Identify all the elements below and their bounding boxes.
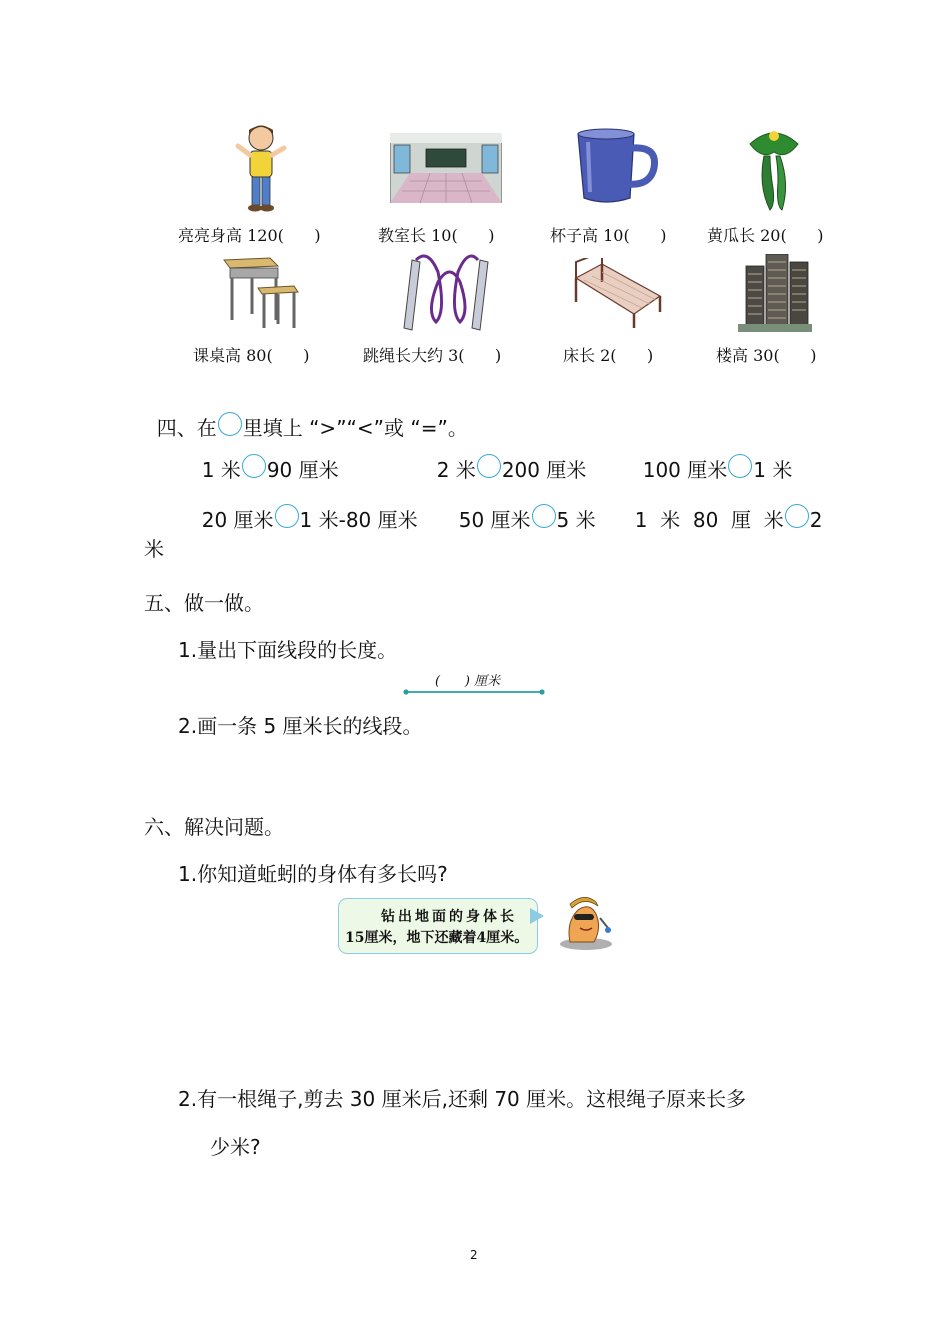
caption-cup-height: 杯子高 10( ) [550,226,667,245]
compare-circle-5[interactable] [532,504,556,528]
section6-q1: 1.你知道蚯蚓的身体有多长吗? [178,862,448,886]
jump-rope-icon [398,252,494,334]
compare-circle-2[interactable] [477,454,501,478]
caption-classroom-length: 教室长 10( ) [378,226,495,245]
desk-icon [222,254,300,332]
section6-title: 六、解决问题。 [144,815,284,839]
bubble-line-2: 15厘米，地下还藏着4厘米。 [345,930,529,946]
cup-icon [572,128,662,206]
page-number: 2 [470,1248,478,1262]
compare-item-3: 100 厘米 1 米 [630,430,792,484]
classroom-icon [390,133,502,203]
compare-circle-1[interactable] [242,454,266,478]
earthworm-icon [556,894,614,952]
compare-item-6: 1 米 80 厘 米 2 [622,480,823,534]
compare-circle-3[interactable] [728,454,752,478]
segment-label: ( ) 厘米 [435,674,501,689]
building-icon [738,254,812,332]
section6-q2-line2: 少米? [210,1135,261,1159]
compare-circle-4[interactable] [275,504,299,528]
cucumber-icon [740,126,808,212]
caption-cucumber-length: 黄瓜长 20( ) [707,226,824,245]
compare-item-1: 1 米 90 厘米 [189,430,339,484]
section4-title: 四、在 里填上 “>”“<”或 “=”。 [144,388,468,442]
caption-bed-length: 床长 2( ) [563,346,654,365]
bed-icon [572,258,662,330]
section5-title: 五、做一做。 [144,591,264,615]
compare-item-5: 50 厘米 5 米 [446,480,596,534]
speech-bubble [338,898,538,954]
section5-q1: 1.量出下面线段的长度。 [178,638,398,662]
caption-desk-height: 课桌高 80( ) [193,346,310,365]
compare-item-6-wrap: 米 [144,537,164,561]
section5-q2: 2.画一条 5 厘米长的线段。 [178,714,423,738]
measure-segment [400,686,550,698]
speech-bubble-tail [530,908,544,924]
caption-rope-length: 跳绳长大约 3( ) [363,346,502,365]
compare-item-2: 2 米 200 厘米 [424,430,586,484]
compare-circle-6[interactable] [785,504,809,528]
caption-building-height: 楼高 30( ) [716,346,817,365]
bubble-line-1: 钻出地面的身体长 [381,909,517,925]
section6-q2-line1: 2.有一根绳子,剪去 30 厘米后,还剩 70 厘米。这根绳子原来长多 [178,1087,747,1111]
compare-item-4: 20 厘米 1 米-80 厘米 [189,480,418,534]
boy-icon [232,122,290,214]
caption-boy-height: 亮亮身高 120( ) [178,226,321,245]
